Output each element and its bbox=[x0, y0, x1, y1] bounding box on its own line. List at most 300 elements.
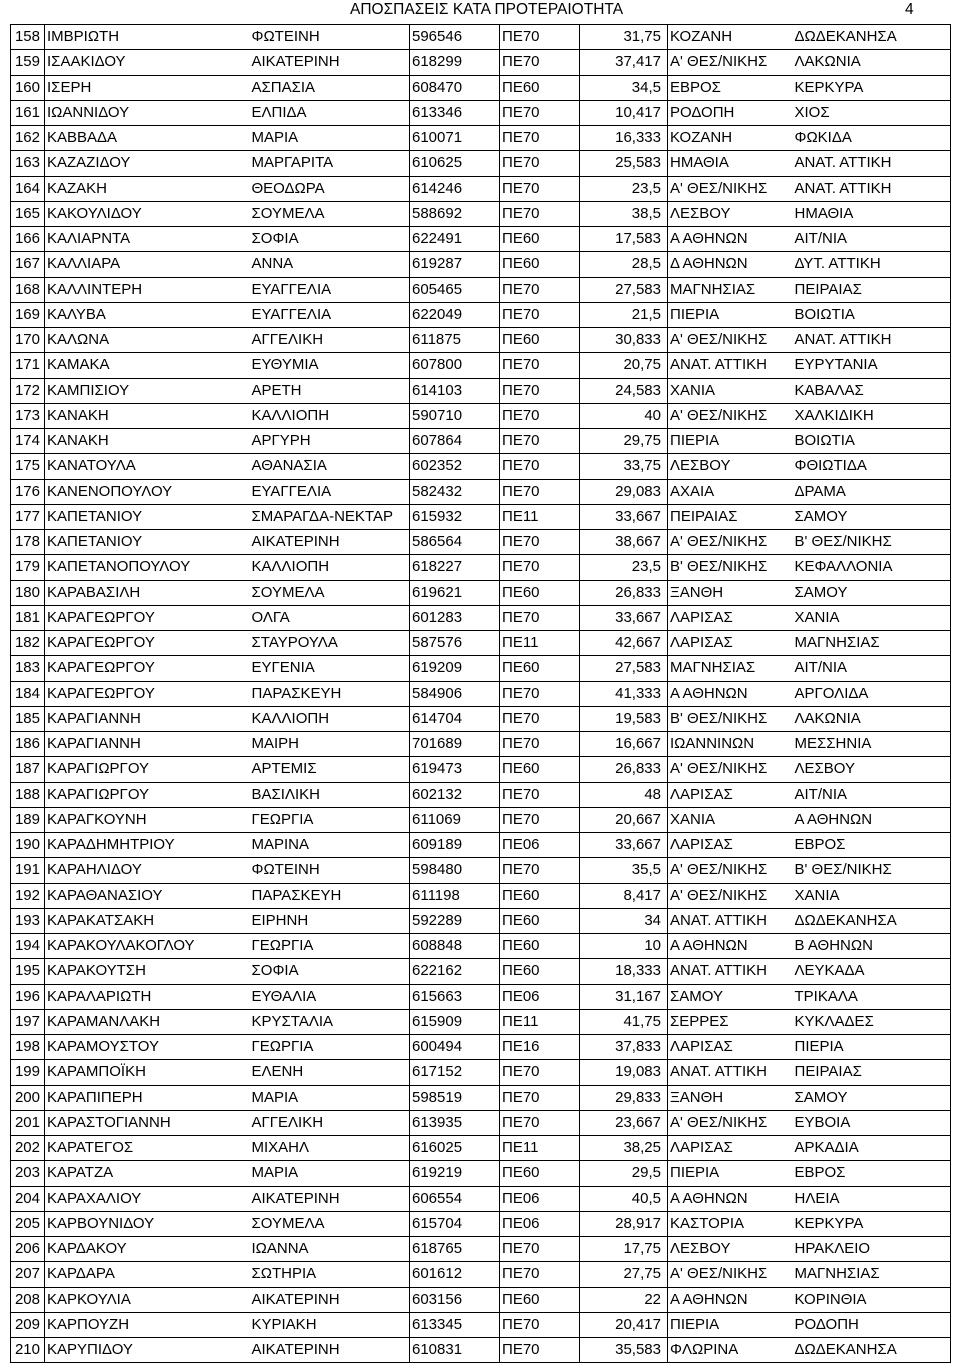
table-row bbox=[11, 530, 951, 555]
specialty-cell: ΠΕ70 bbox=[500, 1060, 580, 1085]
registry-number-cell: 610071 bbox=[410, 126, 500, 151]
specialty-cell: ΠΕ06 bbox=[500, 1211, 580, 1236]
surname-cell: ΚΑΜΠΙΣΙΟΥ bbox=[45, 378, 250, 403]
origin-area-cell: Α' ΘΕΣ/ΝΙΚΗΣ bbox=[668, 176, 793, 201]
registry-number-cell: 618227 bbox=[410, 555, 500, 580]
row-number-cell: 183 bbox=[11, 656, 45, 681]
first-name-cell: ΜΑΡΙΑ bbox=[250, 1161, 410, 1186]
first-name-cell: ΚΥΡΙΑΚΗ bbox=[250, 1312, 410, 1337]
destination-area-cell: ΣΑΜΟΥ bbox=[793, 580, 951, 605]
first-name-cell: ΕΥΘΑΛΙΑ bbox=[250, 984, 410, 1009]
first-name-cell: ΕΥΑΓΓΕΛΙΑ bbox=[250, 479, 410, 504]
registry-number-cell: 701689 bbox=[410, 732, 500, 757]
destination-area-cell: ΚΑΒΑΛΑΣ bbox=[793, 378, 951, 403]
origin-area-cell: ΑΝΑΤ. ΑΤΤΙΚΗ bbox=[668, 908, 793, 933]
registry-number-cell: 617152 bbox=[410, 1060, 500, 1085]
row-number-cell: 165 bbox=[11, 201, 45, 226]
table-row bbox=[11, 959, 951, 984]
surname-cell: ΚΑΡΑΓΙΩΡΓΟΥ bbox=[45, 782, 250, 807]
row-number-cell: 190 bbox=[11, 833, 45, 858]
surname-cell: ΚΑΡΑΚΟΥΤΣΗ bbox=[45, 959, 250, 984]
score-cell: 38,5 bbox=[580, 201, 668, 226]
surname-cell: ΚΑΠΕΤΑΝΙΟΥ bbox=[45, 504, 250, 529]
row-number-cell: 207 bbox=[11, 1262, 45, 1287]
surname-cell: ΚΑΛΛΙΝΤΕΡΗ bbox=[45, 277, 250, 302]
specialty-cell: ΠΕ11 bbox=[500, 1009, 580, 1034]
first-name-cell: ΣΟΥΜΕΛΑ bbox=[250, 201, 410, 226]
first-name-cell: ΑΓΓΕΛΙΚΗ bbox=[250, 328, 410, 353]
specialty-cell: ΠΕ60 bbox=[500, 656, 580, 681]
destination-area-cell: ΔΩΔΕΚΑΝΗΣΑ bbox=[793, 1338, 951, 1363]
registry-number-cell: 619621 bbox=[410, 580, 500, 605]
row-number-cell: 174 bbox=[11, 429, 45, 454]
table-row bbox=[11, 353, 951, 378]
registry-number-cell: 602132 bbox=[410, 782, 500, 807]
score-cell: 22 bbox=[580, 1287, 668, 1312]
table-row bbox=[11, 100, 951, 125]
specialty-cell: ΠΕ70 bbox=[500, 302, 580, 327]
registry-number-cell: 622049 bbox=[410, 302, 500, 327]
score-cell: 34,5 bbox=[580, 75, 668, 100]
specialty-cell: ΠΕ70 bbox=[500, 681, 580, 706]
first-name-cell: ΜΑΡΙΑ bbox=[250, 1085, 410, 1110]
first-name-cell: ΑΘΑΝΑΣΙΑ bbox=[250, 454, 410, 479]
first-name-cell: ΕΛΠΙΔΑ bbox=[250, 100, 410, 125]
registry-number-cell: 615932 bbox=[410, 504, 500, 529]
specialty-cell: ΠΕ06 bbox=[500, 1186, 580, 1211]
registry-number-cell: 608470 bbox=[410, 75, 500, 100]
score-cell: 26,833 bbox=[580, 757, 668, 782]
origin-area-cell: ΛΑΡΙΣΑΣ bbox=[668, 833, 793, 858]
specialty-cell: ΠΕ60 bbox=[500, 328, 580, 353]
surname-cell: ΚΑΡΑΤΕΓΟΣ bbox=[45, 1136, 250, 1161]
score-cell: 41,75 bbox=[580, 1009, 668, 1034]
surname-cell: ΚΑΡΠΟΥΖΗ bbox=[45, 1312, 250, 1337]
destination-area-cell: Α ΑΘΗΝΩΝ bbox=[793, 807, 951, 832]
row-number-cell: 159 bbox=[11, 50, 45, 75]
origin-area-cell: Α' ΘΕΣ/ΝΙΚΗΣ bbox=[668, 1110, 793, 1135]
destination-area-cell: ΦΩΚΙΔΑ bbox=[793, 126, 951, 151]
origin-area-cell: ΞΑΝΘΗ bbox=[668, 1085, 793, 1110]
row-number-cell: 194 bbox=[11, 934, 45, 959]
surname-cell: ΚΑΡΚΟΥΛΙΑ bbox=[45, 1287, 250, 1312]
table-row bbox=[11, 277, 951, 302]
specialty-cell: ΠΕ60 bbox=[500, 580, 580, 605]
specialty-cell: ΠΕ70 bbox=[500, 555, 580, 580]
registry-number-cell: 584906 bbox=[410, 681, 500, 706]
row-number-cell: 197 bbox=[11, 1009, 45, 1034]
score-cell: 17,583 bbox=[580, 227, 668, 252]
surname-cell: ΙΩΑΝΝΙΔΟΥ bbox=[45, 100, 250, 125]
specialty-cell: ΠΕ70 bbox=[500, 732, 580, 757]
surname-cell: ΚΑΡΑΧΑΛΙΟΥ bbox=[45, 1186, 250, 1211]
surname-cell: ΚΑΜΑΚΑ bbox=[45, 353, 250, 378]
first-name-cell: ΘΕΟΔΩΡΑ bbox=[250, 176, 410, 201]
row-number-cell: 191 bbox=[11, 858, 45, 883]
first-name-cell: ΚΡΥΣΤΑΛΙΑ bbox=[250, 1009, 410, 1034]
destination-area-cell: ΒΟΙΩΤΙΑ bbox=[793, 429, 951, 454]
specialty-cell: ΠΕ70 bbox=[500, 605, 580, 630]
table-row bbox=[11, 908, 951, 933]
specialty-cell: ΠΕ60 bbox=[500, 1161, 580, 1186]
page-header bbox=[0, 0, 960, 24]
specialty-cell: ΠΕ70 bbox=[500, 454, 580, 479]
origin-area-cell: ΜΑΓΝΗΣΙΑΣ bbox=[668, 277, 793, 302]
row-number-cell: 205 bbox=[11, 1211, 45, 1236]
table-row bbox=[11, 378, 951, 403]
specialty-cell: ΠΕ70 bbox=[500, 1237, 580, 1262]
surname-cell: ΚΑΡΑΒΑΣΙΛΗ bbox=[45, 580, 250, 605]
registry-number-cell: 611198 bbox=[410, 883, 500, 908]
specialty-cell: ΠΕ70 bbox=[500, 706, 580, 731]
destination-area-cell: ΜΑΓΝΗΣΙΑΣ bbox=[793, 1262, 951, 1287]
registry-number-cell: 615704 bbox=[410, 1211, 500, 1236]
surname-cell: ΚΑΡΑΓΙΑΝΝΗ bbox=[45, 706, 250, 731]
score-cell: 29,5 bbox=[580, 1161, 668, 1186]
origin-area-cell: Α' ΘΕΣ/ΝΙΚΗΣ bbox=[668, 50, 793, 75]
surname-cell: ΚΑΛΥΒΑ bbox=[45, 302, 250, 327]
table-row bbox=[11, 883, 951, 908]
registry-number-cell: 598480 bbox=[410, 858, 500, 883]
registry-number-cell: 606554 bbox=[410, 1186, 500, 1211]
destination-area-cell: ΕΥΡΥΤΑΝΙΑ bbox=[793, 353, 951, 378]
surname-cell: ΚΑΡΔΑΡΑ bbox=[45, 1262, 250, 1287]
specialty-cell: ΠΕ06 bbox=[500, 984, 580, 1009]
first-name-cell: ΜΙΧΑΗΛ bbox=[250, 1136, 410, 1161]
specialty-cell: ΠΕ60 bbox=[500, 757, 580, 782]
score-cell: 28,917 bbox=[580, 1211, 668, 1236]
score-cell: 34 bbox=[580, 908, 668, 933]
first-name-cell: ΚΑΛΛΙΟΠΗ bbox=[250, 403, 410, 428]
first-name-cell: ΑΙΚΑΤΕΡΙΝΗ bbox=[250, 1287, 410, 1312]
registry-number-cell: 618765 bbox=[410, 1237, 500, 1262]
table-row bbox=[11, 1262, 951, 1287]
origin-area-cell: ΧΑΝΙΑ bbox=[668, 807, 793, 832]
surname-cell: ΚΑΡΑΗΛΙΔΟΥ bbox=[45, 858, 250, 883]
specialty-cell: ΠΕ70 bbox=[500, 100, 580, 125]
score-cell: 30,833 bbox=[580, 328, 668, 353]
surname-cell: ΚΑΡΑΓΕΩΡΓΟΥ bbox=[45, 681, 250, 706]
destination-area-cell: ΛΕΣΒΟΥ bbox=[793, 757, 951, 782]
surname-cell: ΚΑΛΙΑΡΝΤΑ bbox=[45, 227, 250, 252]
surname-cell: ΚΑΡΑΓΙΑΝΝΗ bbox=[45, 732, 250, 757]
first-name-cell: ΦΩΤΕΙΝΗ bbox=[250, 858, 410, 883]
origin-area-cell: ΞΑΝΘΗ bbox=[668, 580, 793, 605]
row-number-cell: 185 bbox=[11, 706, 45, 731]
row-number-cell: 188 bbox=[11, 782, 45, 807]
row-number-cell: 187 bbox=[11, 757, 45, 782]
origin-area-cell: ΣΕΡΡΕΣ bbox=[668, 1009, 793, 1034]
registry-number-cell: 607800 bbox=[410, 353, 500, 378]
destination-area-cell: ΚΥΚΛΑΔΕΣ bbox=[793, 1009, 951, 1034]
surname-cell: ΙΣΕΡΗ bbox=[45, 75, 250, 100]
score-cell: 24,583 bbox=[580, 378, 668, 403]
surname-cell: ΚΑΒΒΑΔΑ bbox=[45, 126, 250, 151]
registry-number-cell: 616025 bbox=[410, 1136, 500, 1161]
table-row bbox=[11, 1136, 951, 1161]
surname-cell: ΚΑΡΒΟΥΝΙΔΟΥ bbox=[45, 1211, 250, 1236]
row-number-cell: 202 bbox=[11, 1136, 45, 1161]
first-name-cell: ΣΜΑΡΑΓΔΑ-ΝΕΚΤΑΡ bbox=[250, 504, 410, 529]
surname-cell: ΚΑΡΑΜΟΥΣΤΟΥ bbox=[45, 1035, 250, 1060]
registry-number-cell: 613935 bbox=[410, 1110, 500, 1135]
registry-number-cell: 619287 bbox=[410, 252, 500, 277]
table-row bbox=[11, 1338, 951, 1363]
origin-area-cell: Α ΑΘΗΝΩΝ bbox=[668, 227, 793, 252]
document-title: ΑΠΟΣΠΑΣΕΙΣ ΚΑΤΑ ΠΡΟΤΕΡΑΙΟΤΗΤΑ bbox=[350, 1, 624, 18]
table-row bbox=[11, 782, 951, 807]
score-cell: 25,583 bbox=[580, 151, 668, 176]
registry-number-cell: 619473 bbox=[410, 757, 500, 782]
destination-area-cell: ΜΕΣΣΗΝΙΑ bbox=[793, 732, 951, 757]
specialty-cell: ΠΕ70 bbox=[500, 1262, 580, 1287]
destination-area-cell: ΑΡΚΑΔΙΑ bbox=[793, 1136, 951, 1161]
specialty-cell: ΠΕ06 bbox=[500, 833, 580, 858]
destination-area-cell: ΑΝΑΤ. ΑΤΤΙΚΗ bbox=[793, 328, 951, 353]
table-row bbox=[11, 1211, 951, 1236]
first-name-cell: ΑΙΚΑΤΕΡΙΝΗ bbox=[250, 1338, 410, 1363]
row-number-cell: 177 bbox=[11, 504, 45, 529]
row-number-cell: 206 bbox=[11, 1237, 45, 1262]
specialty-cell: ΠΕ70 bbox=[500, 858, 580, 883]
origin-area-cell: Α' ΘΕΣ/ΝΙΚΗΣ bbox=[668, 858, 793, 883]
registry-number-cell: 605465 bbox=[410, 277, 500, 302]
table-row bbox=[11, 605, 951, 630]
transfers-table bbox=[10, 24, 951, 1363]
origin-area-cell: ΑΝΑΤ. ΑΤΤΙΚΗ bbox=[668, 959, 793, 984]
destination-area-cell: ΣΑΜΟΥ bbox=[793, 504, 951, 529]
specialty-cell: ΠΕ70 bbox=[500, 126, 580, 151]
registry-number-cell: 618299 bbox=[410, 50, 500, 75]
score-cell: 41,333 bbox=[580, 681, 668, 706]
origin-area-cell: ΕΒΡΟΣ bbox=[668, 75, 793, 100]
score-cell: 27,75 bbox=[580, 1262, 668, 1287]
destination-area-cell: ΔΡΑΜΑ bbox=[793, 479, 951, 504]
destination-area-cell: ΑΝΑΤ. ΑΤΤΙΚΗ bbox=[793, 151, 951, 176]
destination-area-cell: ΜΑΓΝΗΣΙΑΣ bbox=[793, 631, 951, 656]
specialty-cell: ΠΕ60 bbox=[500, 934, 580, 959]
origin-area-cell: Δ ΑΘΗΝΩΝ bbox=[668, 252, 793, 277]
origin-area-cell: Α ΑΘΗΝΩΝ bbox=[668, 1186, 793, 1211]
specialty-cell: ΠΕ70 bbox=[500, 782, 580, 807]
destination-area-cell: ΧΙΟΣ bbox=[793, 100, 951, 125]
row-number-cell: 158 bbox=[11, 25, 45, 50]
table-row bbox=[11, 328, 951, 353]
destination-area-cell: ΗΜΑΘΙΑ bbox=[793, 201, 951, 226]
origin-area-cell: ΠΙΕΡΙΑ bbox=[668, 1161, 793, 1186]
score-cell: 35,583 bbox=[580, 1338, 668, 1363]
surname-cell: ΚΑΝΑΤΟΥΛΑ bbox=[45, 454, 250, 479]
origin-area-cell: ΚΑΣΤΟΡΙΑ bbox=[668, 1211, 793, 1236]
origin-area-cell: Α' ΘΕΣ/ΝΙΚΗΣ bbox=[668, 1262, 793, 1287]
origin-area-cell: ΙΩΑΝΝΙΝΩΝ bbox=[668, 732, 793, 757]
destination-area-cell: ΑΝΑΤ. ΑΤΤΙΚΗ bbox=[793, 176, 951, 201]
destination-area-cell: ΚΕΡΚΥΡΑ bbox=[793, 75, 951, 100]
table-row bbox=[11, 580, 951, 605]
score-cell: 16,333 bbox=[580, 126, 668, 151]
row-number-cell: 178 bbox=[11, 530, 45, 555]
origin-area-cell: ΑΧΑΙΑ bbox=[668, 479, 793, 504]
destination-area-cell: ΕΒΡΟΣ bbox=[793, 1161, 951, 1186]
score-cell: 33,75 bbox=[580, 454, 668, 479]
first-name-cell: ΑΙΚΑΤΕΡΙΝΗ bbox=[250, 1186, 410, 1211]
surname-cell: ΚΑΡΑΜΑΝΛΑΚΗ bbox=[45, 1009, 250, 1034]
first-name-cell: ΣΩΤΗΡΙΑ bbox=[250, 1262, 410, 1287]
score-cell: 31,167 bbox=[580, 984, 668, 1009]
surname-cell: ΚΑΡΑΘΑΝΑΣΙΟΥ bbox=[45, 883, 250, 908]
origin-area-cell: ΜΑΓΝΗΣΙΑΣ bbox=[668, 656, 793, 681]
table-row bbox=[11, 504, 951, 529]
surname-cell: ΙΣΑΑΚΙΔΟΥ bbox=[45, 50, 250, 75]
score-cell: 19,083 bbox=[580, 1060, 668, 1085]
surname-cell: ΚΑΡΑΔΗΜΗΤΡΙΟΥ bbox=[45, 833, 250, 858]
score-cell: 23,5 bbox=[580, 555, 668, 580]
destination-area-cell: ΛΕΥΚΑΔΑ bbox=[793, 959, 951, 984]
specialty-cell: ΠΕ60 bbox=[500, 252, 580, 277]
first-name-cell: ΠΑΡΑΣΚΕΥΗ bbox=[250, 883, 410, 908]
surname-cell: ΚΑΡΑΓΕΩΡΓΟΥ bbox=[45, 631, 250, 656]
first-name-cell: ΕΥΑΓΓΕΛΙΑ bbox=[250, 277, 410, 302]
score-cell: 35,5 bbox=[580, 858, 668, 883]
registry-number-cell: 614704 bbox=[410, 706, 500, 731]
table-row bbox=[11, 126, 951, 151]
specialty-cell: ΠΕ60 bbox=[500, 1287, 580, 1312]
origin-area-cell: ΑΝΑΤ. ΑΤΤΙΚΗ bbox=[668, 353, 793, 378]
row-number-cell: 186 bbox=[11, 732, 45, 757]
surname-cell: ΚΑΛΩΝΑ bbox=[45, 328, 250, 353]
table-row bbox=[11, 934, 951, 959]
row-number-cell: 173 bbox=[11, 403, 45, 428]
score-cell: 17,75 bbox=[580, 1237, 668, 1262]
score-cell: 33,667 bbox=[580, 833, 668, 858]
origin-area-cell: Α' ΘΕΣ/ΝΙΚΗΣ bbox=[668, 757, 793, 782]
specialty-cell: ΠΕ70 bbox=[500, 1110, 580, 1135]
first-name-cell: ΜΑΡΙΝΑ bbox=[250, 833, 410, 858]
specialty-cell: ΠΕ60 bbox=[500, 959, 580, 984]
score-cell: 37,833 bbox=[580, 1035, 668, 1060]
registry-number-cell: 613346 bbox=[410, 100, 500, 125]
surname-cell: ΚΑΡΥΠΙΔΟΥ bbox=[45, 1338, 250, 1363]
surname-cell: ΚΑΛΛΙΑΡΑ bbox=[45, 252, 250, 277]
origin-area-cell: Α ΑΘΗΝΩΝ bbox=[668, 1287, 793, 1312]
row-number-cell: 180 bbox=[11, 580, 45, 605]
registry-number-cell: 614103 bbox=[410, 378, 500, 403]
first-name-cell: ΑΡΤΕΜΙΣ bbox=[250, 757, 410, 782]
first-name-cell: ΕΛΕΝΗ bbox=[250, 1060, 410, 1085]
row-number-cell: 167 bbox=[11, 252, 45, 277]
row-number-cell: 209 bbox=[11, 1312, 45, 1337]
table-row bbox=[11, 252, 951, 277]
surname-cell: ΚΑΖΑΖΙΔΟΥ bbox=[45, 151, 250, 176]
registry-number-cell: 611875 bbox=[410, 328, 500, 353]
first-name-cell: ΣΟΦΙΑ bbox=[250, 227, 410, 252]
surname-cell: ΚΑΝΑΚΗ bbox=[45, 403, 250, 428]
first-name-cell: ΑΙΚΑΤΕΡΙΝΗ bbox=[250, 50, 410, 75]
first-name-cell: ΕΥΘΥΜΙΑ bbox=[250, 353, 410, 378]
specialty-cell: ΠΕ11 bbox=[500, 631, 580, 656]
row-number-cell: 166 bbox=[11, 227, 45, 252]
table-row bbox=[11, 1237, 951, 1262]
destination-area-cell: ΔΩΔΕΚΑΝΗΣΑ bbox=[793, 25, 951, 50]
row-number-cell: 170 bbox=[11, 328, 45, 353]
destination-area-cell: ΚΟΡΙΝΘΙΑ bbox=[793, 1287, 951, 1312]
first-name-cell: ΑΡΕΤΗ bbox=[250, 378, 410, 403]
destination-area-cell: ΦΘΙΩΤΙΔΑ bbox=[793, 454, 951, 479]
row-number-cell: 203 bbox=[11, 1161, 45, 1186]
table-row bbox=[11, 1035, 951, 1060]
row-number-cell: 199 bbox=[11, 1060, 45, 1085]
surname-cell: ΚΑΡΑΓΚΟΥΝΗ bbox=[45, 807, 250, 832]
table-row bbox=[11, 807, 951, 832]
table-row bbox=[11, 631, 951, 656]
first-name-cell: ΜΑΙΡΗ bbox=[250, 732, 410, 757]
surname-cell: ΙΜΒΡΙΩΤΗ bbox=[45, 25, 250, 50]
table-row bbox=[11, 1287, 951, 1312]
table-row bbox=[11, 833, 951, 858]
table-row bbox=[11, 201, 951, 226]
origin-area-cell: ΠΙΕΡΙΑ bbox=[668, 1312, 793, 1337]
table-body bbox=[11, 25, 951, 1363]
surname-cell: ΚΑΠΕΤΑΝΙΟΥ bbox=[45, 530, 250, 555]
first-name-cell: ΜΑΡΙΑ bbox=[250, 126, 410, 151]
first-name-cell: ΒΑΣΙΛΙΚΗ bbox=[250, 782, 410, 807]
score-cell: 31,75 bbox=[580, 25, 668, 50]
specialty-cell: ΠΕ70 bbox=[500, 1085, 580, 1110]
origin-area-cell: Α' ΘΕΣ/ΝΙΚΗΣ bbox=[668, 403, 793, 428]
origin-area-cell: Α' ΘΕΣ/ΝΙΚΗΣ bbox=[668, 530, 793, 555]
score-cell: 28,5 bbox=[580, 252, 668, 277]
registry-number-cell: 610625 bbox=[410, 151, 500, 176]
row-number-cell: 201 bbox=[11, 1110, 45, 1135]
specialty-cell: ΠΕ11 bbox=[500, 504, 580, 529]
row-number-cell: 196 bbox=[11, 984, 45, 1009]
row-number-cell: 163 bbox=[11, 151, 45, 176]
first-name-cell: ΣΟΥΜΕΛΑ bbox=[250, 580, 410, 605]
origin-area-cell: ΠΕΙΡΑΙΑΣ bbox=[668, 504, 793, 529]
origin-area-cell: Β' ΘΕΣ/ΝΙΚΗΣ bbox=[668, 555, 793, 580]
row-number-cell: 198 bbox=[11, 1035, 45, 1060]
destination-area-cell: ΔΩΔΕΚΑΝΗΣΑ bbox=[793, 908, 951, 933]
score-cell: 38,25 bbox=[580, 1136, 668, 1161]
surname-cell: ΚΑΝΕΝΟΠΟΥΛΟΥ bbox=[45, 479, 250, 504]
table-row bbox=[11, 1312, 951, 1337]
score-cell: 29,75 bbox=[580, 429, 668, 454]
row-number-cell: 200 bbox=[11, 1085, 45, 1110]
score-cell: 33,667 bbox=[580, 504, 668, 529]
destination-area-cell: ΔΥΤ. ΑΤΤΙΚΗ bbox=[793, 252, 951, 277]
row-number-cell: 176 bbox=[11, 479, 45, 504]
table-row bbox=[11, 1110, 951, 1135]
origin-area-cell: ΛΕΣΒΟΥ bbox=[668, 454, 793, 479]
specialty-cell: ΠΕ70 bbox=[500, 530, 580, 555]
surname-cell: ΚΑΚΟΥΛΙΔΟΥ bbox=[45, 201, 250, 226]
first-name-cell: ΑΙΚΑΤΕΡΙΝΗ bbox=[250, 530, 410, 555]
destination-area-cell: ΑΡΓΟΛΙΔΑ bbox=[793, 681, 951, 706]
destination-area-cell: ΧΑΝΙΑ bbox=[793, 605, 951, 630]
origin-area-cell: ΠΙΕΡΙΑ bbox=[668, 302, 793, 327]
surname-cell: ΚΑΡΑΛΑΡΙΩΤΗ bbox=[45, 984, 250, 1009]
destination-area-cell: ΠΙΕΡΙΑ bbox=[793, 1035, 951, 1060]
score-cell: 37,417 bbox=[580, 50, 668, 75]
specialty-cell: ΠΕ70 bbox=[500, 50, 580, 75]
row-number-cell: 195 bbox=[11, 959, 45, 984]
score-cell: 19,583 bbox=[580, 706, 668, 731]
origin-area-cell: ΚΟΖΑΝΗ bbox=[668, 25, 793, 50]
score-cell: 48 bbox=[580, 782, 668, 807]
registry-number-cell: 622162 bbox=[410, 959, 500, 984]
row-number-cell: 204 bbox=[11, 1186, 45, 1211]
registry-number-cell: 600494 bbox=[410, 1035, 500, 1060]
